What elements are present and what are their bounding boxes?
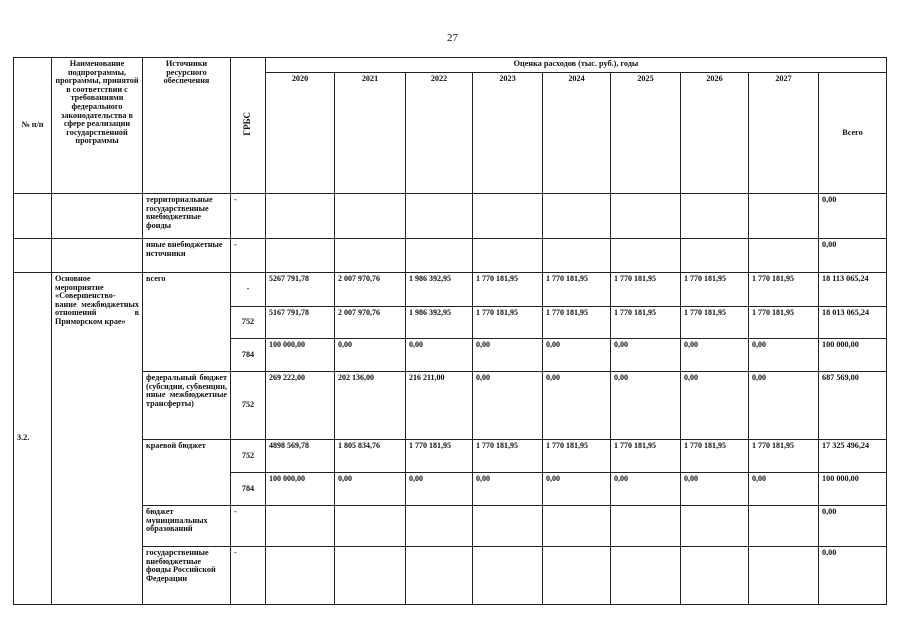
cell-value bbox=[749, 506, 819, 547]
cell-value bbox=[611, 506, 681, 547]
source-state-funds: государственные внебюджетные фонды Российской Федерации bbox=[143, 547, 231, 605]
cell-value bbox=[543, 547, 611, 605]
cell-value: 1 770 181,95 bbox=[749, 440, 819, 473]
col-header-estimate: Оценка расходов (тыс. руб.), годы bbox=[266, 58, 887, 73]
cell-grbs: - bbox=[231, 239, 266, 273]
cell-value: 0,00 bbox=[473, 473, 543, 506]
cell-value: 0,00 bbox=[335, 473, 406, 506]
source-all: всего bbox=[143, 273, 231, 372]
col-header-num: № п/п bbox=[14, 58, 52, 194]
cell-value bbox=[406, 239, 473, 273]
cell-grbs: - bbox=[231, 547, 266, 605]
cell-value bbox=[749, 239, 819, 273]
cell-value: 1 986 392,95 bbox=[406, 273, 473, 307]
table-row bbox=[14, 239, 887, 273]
cell-value: 1 770 181,95 bbox=[611, 440, 681, 473]
cell-value: 0,00 bbox=[611, 473, 681, 506]
col-header-source: Источники ресурсного обеспечения bbox=[143, 58, 231, 194]
cell-total: 0,00 bbox=[819, 239, 887, 273]
year-header: 2021 bbox=[335, 73, 406, 194]
cell-value: 1 770 181,95 bbox=[473, 440, 543, 473]
table-row bbox=[14, 440, 887, 473]
year-header: 2023 bbox=[473, 73, 543, 194]
cell-value bbox=[266, 239, 335, 273]
cell-value: 100 000,00 bbox=[266, 339, 335, 372]
cell-value: 1 770 181,95 bbox=[543, 273, 611, 307]
cell-source: иные внебюджетные источники bbox=[143, 239, 231, 273]
cell-value: 0,00 bbox=[749, 372, 819, 440]
cell-total: 18 113 065,24 bbox=[819, 273, 887, 307]
cell-value bbox=[473, 506, 543, 547]
cell-grbs: 752 bbox=[231, 307, 266, 339]
year-header: 2026 bbox=[681, 73, 749, 194]
page-number: 27 bbox=[447, 32, 458, 44]
cell-total: 0,00 bbox=[819, 506, 887, 547]
table-row bbox=[14, 547, 887, 605]
source-federal: федеральный бюджет (субсидии, субвенции, иные межбюджетные трансферты) bbox=[143, 372, 231, 440]
cell-num bbox=[14, 239, 52, 273]
table-row bbox=[14, 194, 887, 239]
cell-value: 1 770 181,95 bbox=[681, 273, 749, 307]
cell-value: 1 770 181,95 bbox=[749, 273, 819, 307]
year-header: 2024 bbox=[543, 73, 611, 194]
cell-value bbox=[335, 547, 406, 605]
cell-total: 687 569,00 bbox=[819, 372, 887, 440]
cell-value: 1 770 181,95 bbox=[611, 273, 681, 307]
source-regional: краевой бюджет bbox=[143, 440, 231, 506]
total-header: Всего bbox=[819, 73, 887, 194]
header-row bbox=[14, 58, 887, 73]
cell-value bbox=[681, 239, 749, 273]
table-body bbox=[14, 58, 887, 605]
cell-value: 0,00 bbox=[406, 339, 473, 372]
cell-total: 100 000,00 bbox=[819, 339, 887, 372]
cell-value: 1 770 181,95 bbox=[406, 440, 473, 473]
cell-value bbox=[543, 506, 611, 547]
year-header: 2020 bbox=[266, 73, 335, 194]
cell-name bbox=[52, 194, 143, 239]
year-header: 2025 bbox=[611, 73, 681, 194]
cell-value: 0,00 bbox=[681, 372, 749, 440]
cell-value bbox=[406, 506, 473, 547]
cell-value: 0,00 bbox=[335, 339, 406, 372]
cell-value bbox=[266, 547, 335, 605]
cell-value: 1 770 181,95 bbox=[473, 273, 543, 307]
cell-value: 100 000,00 bbox=[266, 473, 335, 506]
cell-value: 2 007 970,76 bbox=[335, 273, 406, 307]
cell-value bbox=[543, 194, 611, 239]
cell-grbs: 752 bbox=[231, 440, 266, 473]
cell-value bbox=[543, 239, 611, 273]
cell-value: 5167 791,78 bbox=[266, 307, 335, 339]
cell-value: 0,00 bbox=[681, 473, 749, 506]
cell-value bbox=[473, 239, 543, 273]
cell-source: территориальные государственные внебюджетные фонды bbox=[143, 194, 231, 239]
cell-grbs: - bbox=[231, 194, 266, 239]
cell-value: 0,00 bbox=[543, 339, 611, 372]
grbs-label: ГРБС bbox=[242, 112, 253, 136]
cell-value: 2 007 970,76 bbox=[335, 307, 406, 339]
cell-total: 18 013 065,24 bbox=[819, 307, 887, 339]
col-header-name: Наименование подпрограммы, программы, принятой в соответствии с требованиями федерального законодательства в сфере реализации государственной программы bbox=[52, 58, 143, 194]
source-municipal: бюджет муниципальных образований bbox=[143, 506, 231, 547]
cell-total: 100 000,00 bbox=[819, 473, 887, 506]
cell-grbs: 784 bbox=[231, 473, 266, 506]
cell-value bbox=[681, 547, 749, 605]
cell-name bbox=[52, 239, 143, 273]
cell-value: 0,00 bbox=[406, 473, 473, 506]
cell-value: 0,00 bbox=[543, 473, 611, 506]
col-header-grbs bbox=[231, 58, 266, 194]
cell-value bbox=[681, 194, 749, 239]
cell-value: 0,00 bbox=[749, 339, 819, 372]
cell-grbs: - bbox=[231, 506, 266, 547]
table-row bbox=[14, 506, 887, 547]
cell-value bbox=[266, 194, 335, 239]
cell-value: 0,00 bbox=[543, 372, 611, 440]
table-row bbox=[14, 273, 887, 307]
cell-value: 1 770 181,95 bbox=[543, 440, 611, 473]
cell-num bbox=[14, 194, 52, 239]
cell-value: 1 770 181,95 bbox=[611, 307, 681, 339]
cell-value: 0,00 bbox=[749, 473, 819, 506]
cell-value: 1 986 392,95 bbox=[406, 307, 473, 339]
cell-value: 269 222,00 bbox=[266, 372, 335, 440]
cell-value bbox=[749, 194, 819, 239]
table-row bbox=[14, 372, 887, 440]
cell-value: 1 805 834,76 bbox=[335, 440, 406, 473]
cell-value: 1 770 181,95 bbox=[681, 440, 749, 473]
cell-value bbox=[611, 194, 681, 239]
cell-value: 1 770 181,95 bbox=[473, 307, 543, 339]
cell-value bbox=[406, 194, 473, 239]
cell-value: 4898 569,78 bbox=[266, 440, 335, 473]
cell-value: 0,00 bbox=[473, 339, 543, 372]
item-name: Основное мероприятие «Совершенство- вание межбюджетных отношений в Приморском крае» bbox=[52, 273, 143, 605]
year-header: 2022 bbox=[406, 73, 473, 194]
budget-table bbox=[13, 57, 887, 605]
cell-value bbox=[335, 239, 406, 273]
item-number: 3.2. bbox=[14, 273, 52, 605]
cell-value: 1 770 181,95 bbox=[543, 307, 611, 339]
cell-value bbox=[681, 506, 749, 547]
cell-value: 0,00 bbox=[681, 339, 749, 372]
cell-value: 0,00 bbox=[473, 372, 543, 440]
cell-value: 216 211,00 bbox=[406, 372, 473, 440]
year-header: 2027 bbox=[749, 73, 819, 194]
cell-grbs: - bbox=[231, 273, 266, 307]
cell-total: 0,00 bbox=[819, 547, 887, 605]
cell-value: 0,00 bbox=[611, 372, 681, 440]
cell-value: 5267 791,78 bbox=[266, 273, 335, 307]
cell-value: 1 770 181,95 bbox=[749, 307, 819, 339]
cell-value bbox=[473, 547, 543, 605]
cell-total: 17 325 496,24 bbox=[819, 440, 887, 473]
cell-value bbox=[749, 547, 819, 605]
cell-value bbox=[473, 194, 543, 239]
cell-value bbox=[335, 194, 406, 239]
cell-value bbox=[611, 239, 681, 273]
cell-value bbox=[406, 547, 473, 605]
cell-grbs: 784 bbox=[231, 339, 266, 372]
cell-value bbox=[266, 506, 335, 547]
cell-total: 0,00 bbox=[819, 194, 887, 239]
cell-value: 0,00 bbox=[611, 339, 681, 372]
cell-grbs: 752 bbox=[231, 372, 266, 440]
cell-value bbox=[611, 547, 681, 605]
cell-value bbox=[335, 506, 406, 547]
cell-value: 202 136,00 bbox=[335, 372, 406, 440]
cell-value: 1 770 181,95 bbox=[681, 307, 749, 339]
